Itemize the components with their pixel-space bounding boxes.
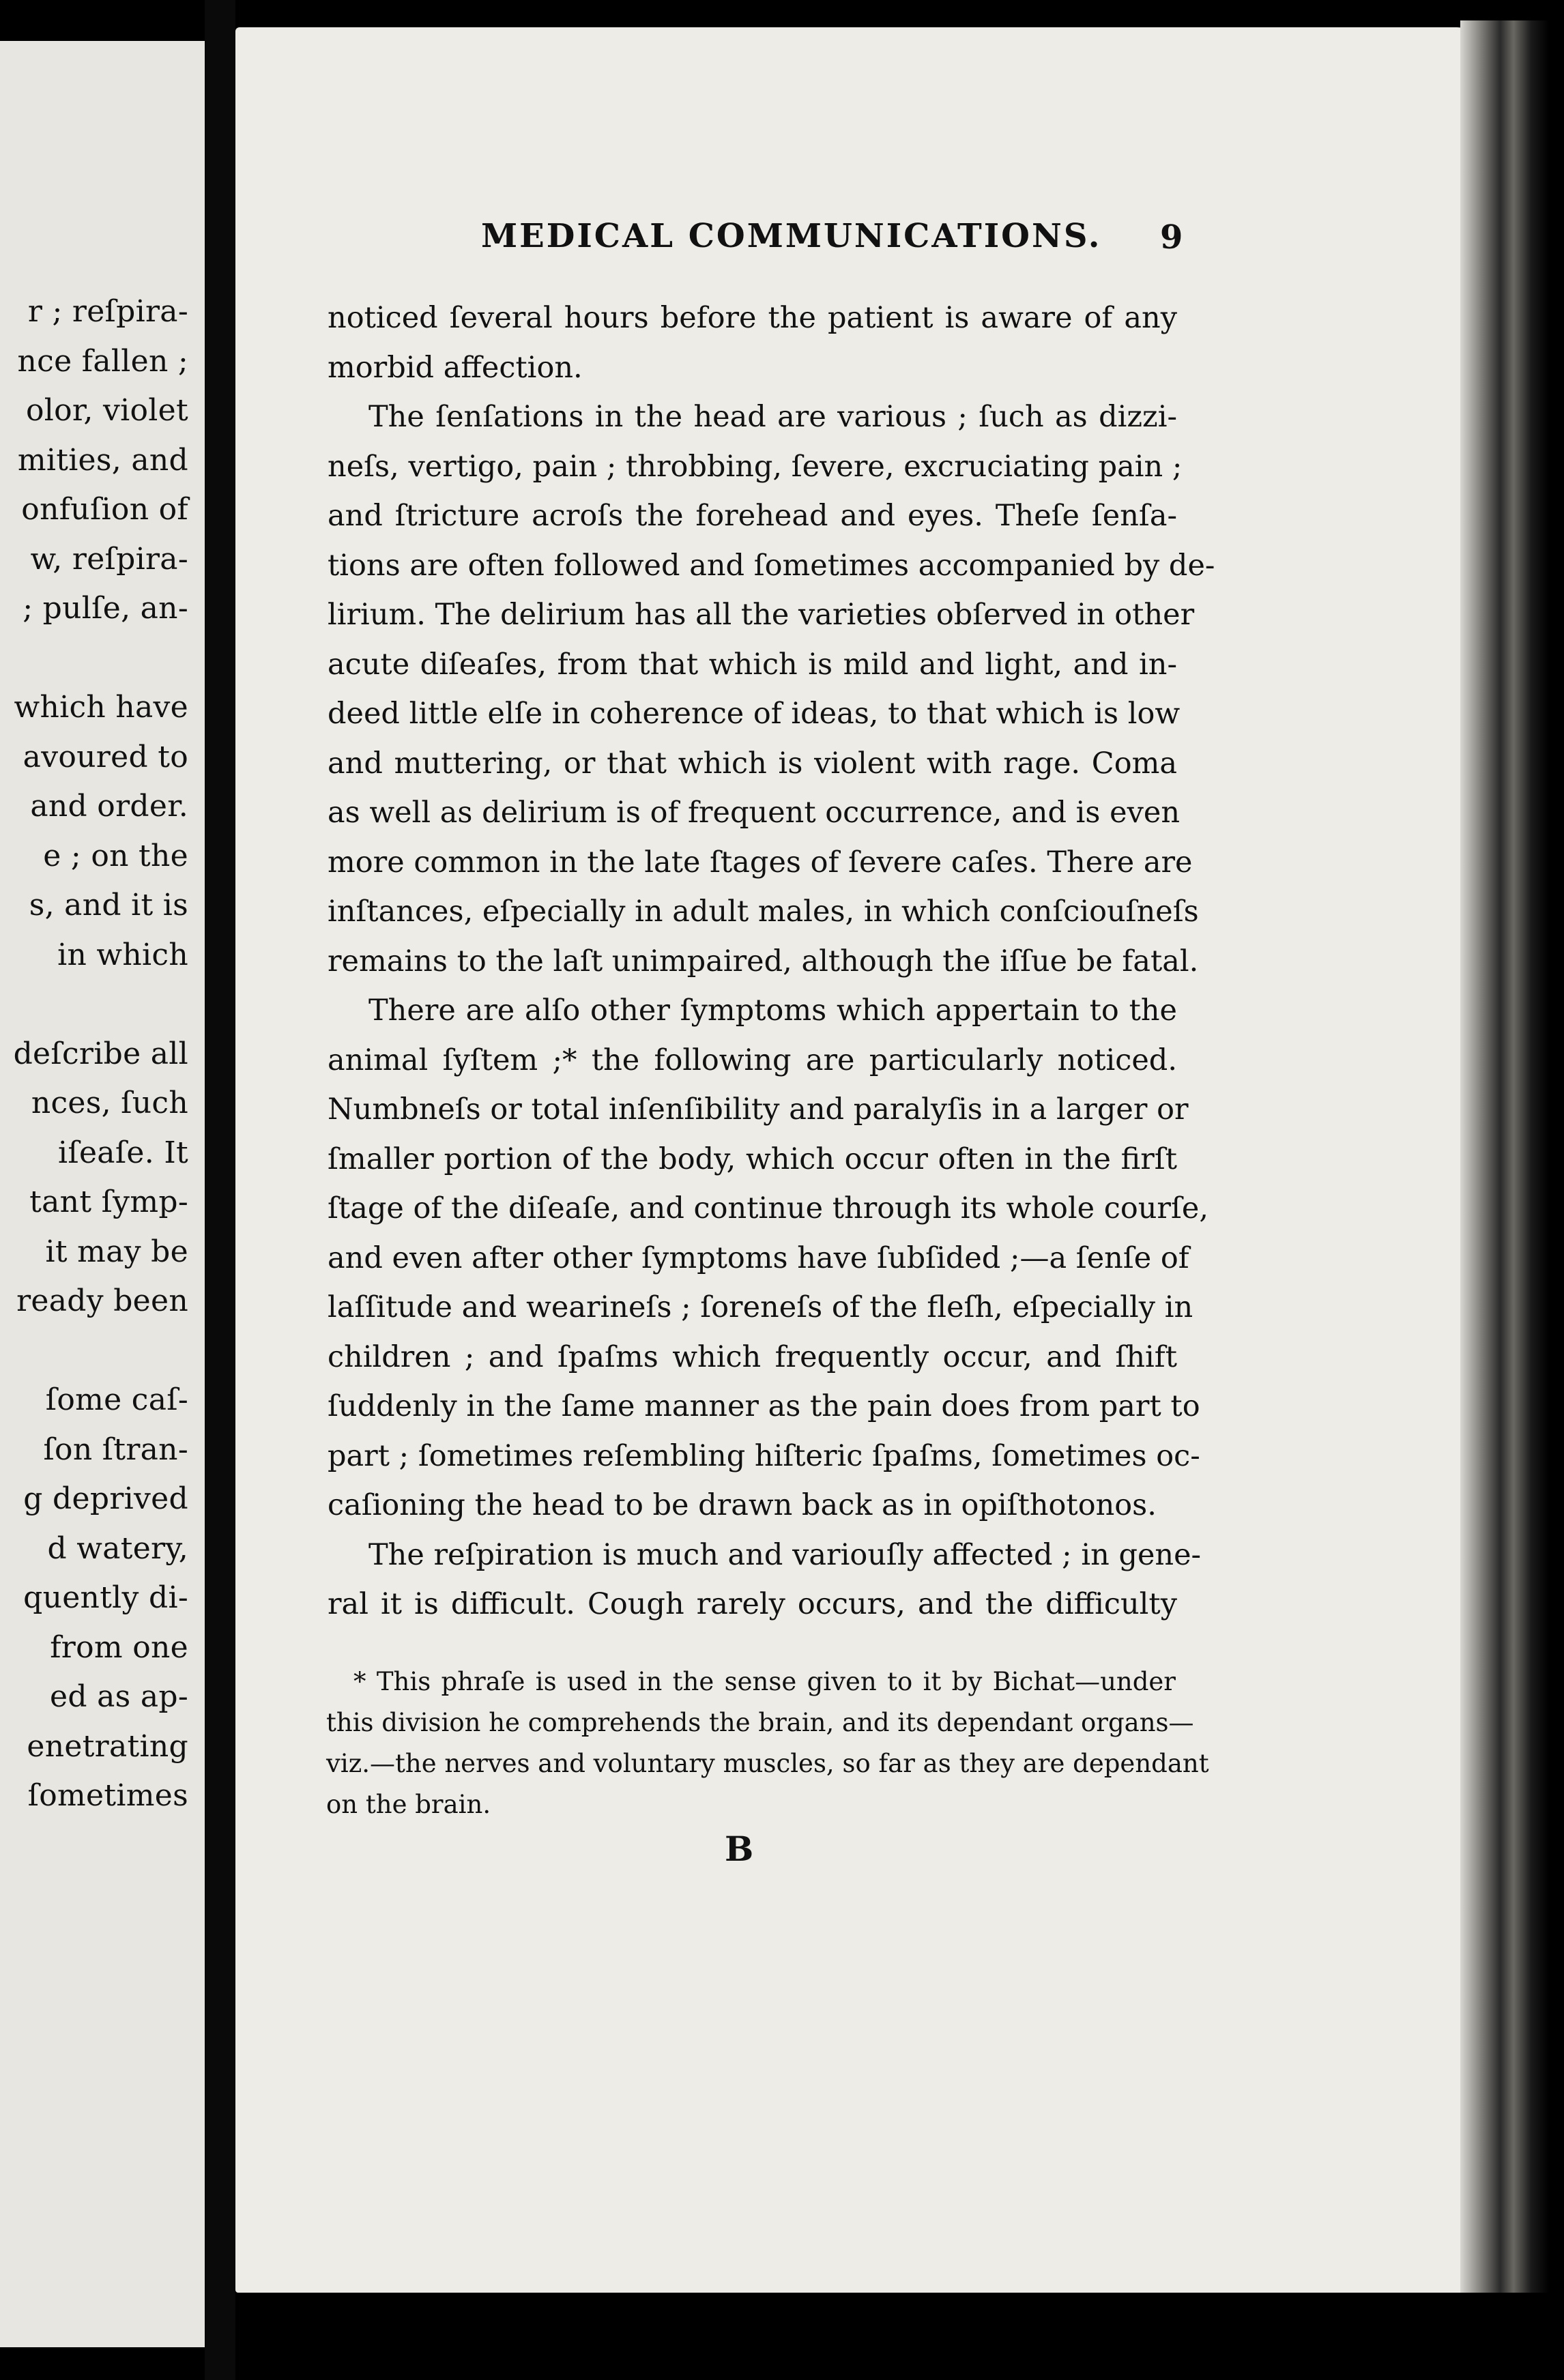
left-page-line: quently di- [23,1580,188,1615]
text-line: inſtances, eſpecially in adult males, in which conſciouſneſs [328,895,1199,929]
page-number: 9 [1160,218,1183,257]
text-line: children ; and ſpaſms which frequently occur, and ſhift [328,1339,1177,1374]
left-page-line: avoured to [23,739,188,774]
left-page-line: ſome caſ- [45,1382,188,1417]
text-line: ral it is difficult. Cough rarely occurs, and the difficulty [328,1587,1177,1621]
text-line: and muttering, or that which is violent with rage. Coma [328,746,1177,781]
text-line: and even after other ſymptoms have ſubſided ;—a ſenſe of [328,1240,1189,1275]
left-page-line: and order. [30,789,188,824]
text-line: ſmaller portion of the body, which occur often in the firſt [328,1142,1177,1176]
left-page-line: onfuſion of [21,492,188,527]
footnote [326,1661,1209,1825]
text-line: ſuddenly in the ſame manner as the pain does from part to [328,1389,1200,1423]
signature-mark: B [725,1829,754,1869]
text-line: morbid affection. [328,350,583,385]
left-page-line: which have [14,690,188,725]
text-line: ſtage of the diſeaſe, and continue through its whole courſe, [328,1191,1209,1225]
left-page-line: iſeaſe. It [58,1135,188,1170]
left-page-line: olor, violet [25,393,188,428]
text-line: acute diſeaſes, from that which is mild and light, and in- [328,647,1177,682]
left-page-line: e ; on the [43,838,188,873]
text-line: laſſitude and wearineſs ; ſoreneſs of the fleſh, eſpecially in [328,1290,1193,1324]
text-line: The ſenſations in the head are various ; ſuch as dizzi- [368,400,1177,434]
left-page-line: nces, ſuch [31,1086,188,1120]
text-line: caſioning the head to be drawn back as in opiſthotonos. [328,1488,1157,1522]
text-line: noticed ſeveral hours before the patient is aware of any [328,301,1177,335]
text-line: animal ſyſtem ;* the following are particularly noticed. [328,1043,1177,1077]
page-edge [1460,20,1549,2293]
left-page-line: from one [50,1629,188,1665]
text-line: tions are often followed and ſometimes accompanied by de- [328,548,1215,583]
text-line: as well as delirium is of frequent occurrence, and is even [328,796,1181,830]
footnote-line: viz.—the nerves and voluntary muscles, so far as they are dependant [326,1749,1209,1778]
text-line: deed little elſe in coherence of ideas, to that which is low [328,697,1181,731]
text-line: neſs, vertigo, pain ; throbbing, ſevere, excruciating pain ; [328,449,1183,484]
left-page-line: in which [57,937,188,972]
body-text [328,293,1215,1629]
running-head: MEDICAL COMMUNICATIONS. [481,217,1102,255]
left-page-line: g deprived [23,1481,188,1516]
text-line: Numbneſs or total inſenſibility and paralyſis in a larger or [328,1092,1189,1127]
text-line: part ; ſometimes reſembling hiſteric ſpaſms, ſometimes oc- [328,1438,1200,1473]
left-page-line: w, reſpira- [30,541,188,577]
book-gutter [205,0,235,2380]
left-page-line: r ; reſpira- [27,294,188,329]
left-page-line: tant ſymp- [29,1185,188,1219]
left-page-line: d watery, [47,1530,188,1566]
left-page-line: enetrating [27,1728,188,1764]
left-page-line: mities, and [17,442,188,478]
left-page-line: nce fallen ; [17,343,188,379]
left-page-line: ready been [16,1283,188,1318]
footnote-line: on the brain. [326,1790,491,1819]
left-page-line: s, and it is [29,888,188,923]
left-page-line: deſcribe all [13,1036,188,1071]
left-page-line: ſometimes [27,1778,188,1813]
left-facing-page [0,41,205,2347]
text-line: remains to the laſt unimpaired, although the iſſue be fatal. [328,944,1199,978]
text-line: There are alſo other ſymptoms which appertain to the [368,993,1177,1028]
footnote-line: this division he comprehends the brain, and its dependant organs— [326,1708,1194,1737]
left-page-line: ſon ſtran- [43,1432,188,1467]
text-line: The reſpiration is much and variouſly affected ; in gene- [368,1537,1202,1572]
footnote-line: * This phraſe is used in the sense given to it by Bichat—under [353,1667,1176,1696]
left-page-line: ed as ap- [50,1679,188,1714]
left-page-line: it may be [45,1234,188,1269]
text-line: lirium. The delirium has all the varieties obſerved in other [328,598,1195,632]
text-line: and ſtricture acroſs the forehead and eyes. Theſe ſenſa- [328,499,1177,533]
left-page-line: ; pulſe, an- [23,591,188,626]
text-line: more common in the late ſtages of ſevere caſes. There are [328,845,1193,880]
